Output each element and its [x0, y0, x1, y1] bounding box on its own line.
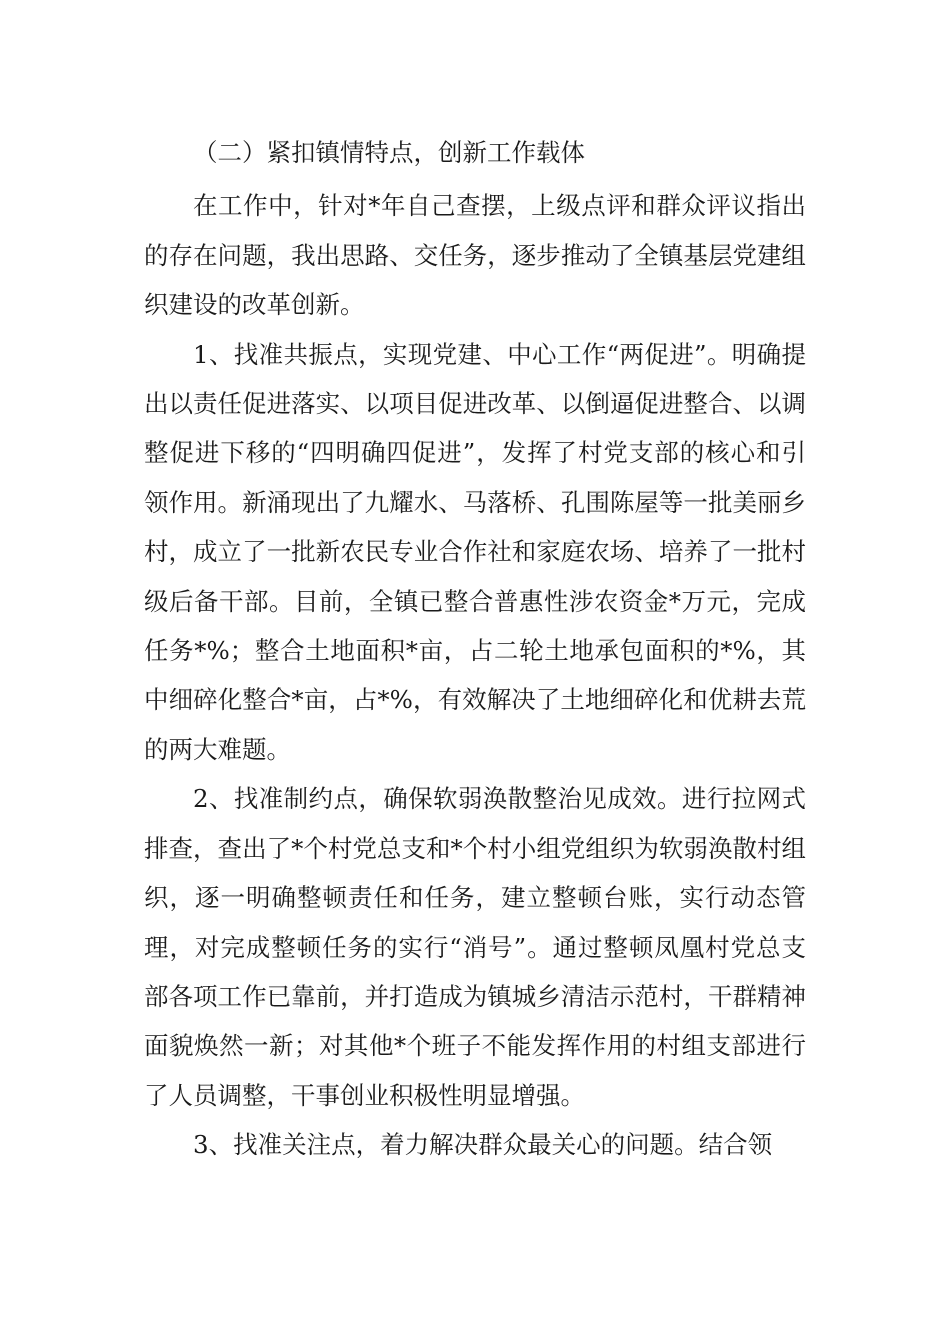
paragraph-point-3: 3、找准关注点，着力解决群众最关心的问题。结合领: [193, 1130, 773, 1160]
paragraph-point-1: 1、找准共振点，实现党建、中心工作“两促进”。明确提出以责任促进落实、以项目促进改革、以倒逼促进整合、以调整促进下移的“四明确四促进”，发挥了村党支部的核心和引领作用。新涌现出了九耀水、马落桥、孔围陈屋等一批美丽乡村，成立了一批新农民专业合作社和家庭农场、培养了一批村级后备干部。目前，全镇已整合普惠性涉农资金*万元，完成任务*%；整合土地面积*亩，占二轮土地承包面积的*%，其中细碎化整合*亩，占*%，有效解决了土地细碎化和优耕去荒的两大难题。: [144, 339, 806, 764]
section-heading: （二）紧扣镇情特点，创新工作载体: [193, 138, 585, 167]
paragraph-point-2: 2、找准制约点，确保软弱涣散整治见成效。进行拉网式排查，查出了*个村党总支和*个村小组党组织为软弱涣散村组织，逐一明确整顿责任和任务，建立整顿台账，实行动态管理，对完成整顿任务的实行“消号”。通过整顿凤凰村党总支部各项工作已靠前，并打造成为镇城乡清洁示范村，干群精神面貌焕然一新；对其他*个班子不能发挥作用的村组支部进行了人员调整，干事创业积极性明显增强。: [144, 784, 806, 1110]
paragraph-intro: 在工作中，针对*年自己查摆，上级点评和群众评议指出的存在问题，我出思路、交任务，逐步推动了全镇基层党建组织建设的改革创新。: [144, 191, 806, 320]
document-body: [144, 128, 806, 1170]
